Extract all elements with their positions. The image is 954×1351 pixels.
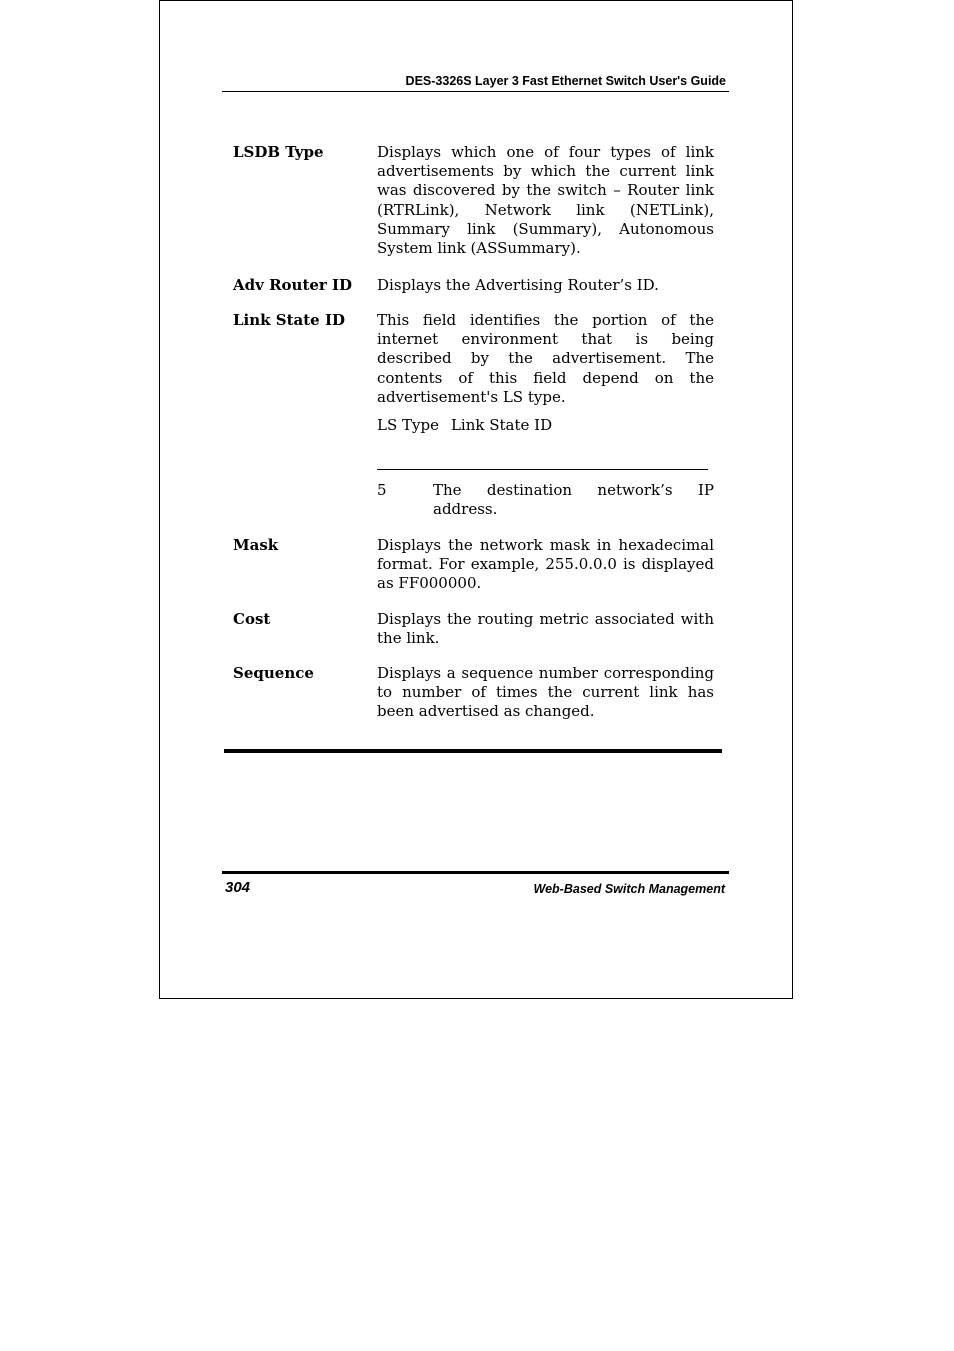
footer-section-title: Web-Based Switch Management xyxy=(533,882,725,896)
desc-cost: Displays the routing metric associated with the link. xyxy=(377,610,714,648)
ls-row-id: The destination network’s IP address. xyxy=(433,481,714,519)
term-lsdb-type: LSDB Type xyxy=(233,143,324,161)
page-number: 304 xyxy=(225,879,251,896)
term-sequence: Sequence xyxy=(233,664,314,682)
desc-adv-router-id: Displays the Advertising Router’s ID. xyxy=(377,276,659,294)
desc-lsdb-type: Displays which one of four types of link advertisements by which the current link was discovered by the switch – Router link (RTRLink), Network link (NETLink), Summary link (Summary), Autonomous System link (ASSummary). xyxy=(377,143,714,258)
ls-header-id: Link State ID xyxy=(450,416,553,434)
desc-sequence: Displays a sequence number corresponding to number of times the current link has been advertised as changed. xyxy=(377,664,714,721)
term-cost: Cost xyxy=(233,610,271,628)
desc-mask: Displays the network mask in hexadecimal format. For example, 255.0.0.0 is displayed as FF000000. xyxy=(377,536,714,593)
footer-divider xyxy=(222,871,729,874)
ls-row-type: 5 xyxy=(377,481,387,499)
term-adv-router-id: Adv Router ID xyxy=(233,276,353,294)
term-mask: Mask xyxy=(233,536,279,554)
desc-link-state-id: This field identifies the portion of the internet environment that is being described by the advertisement. The contents of this field depend on the advertisement's LS type. xyxy=(377,311,714,406)
ls-table-header xyxy=(377,416,552,435)
header-divider xyxy=(222,91,729,92)
term-link-state-id: Link State ID xyxy=(233,311,345,329)
ls-header-type: LS Type xyxy=(377,416,439,434)
ls-table-divider xyxy=(377,469,708,470)
running-header: DES-3326S Layer 3 Fast Ethernet Switch User's Guide xyxy=(405,74,726,88)
table-bottom-rule xyxy=(224,749,722,753)
